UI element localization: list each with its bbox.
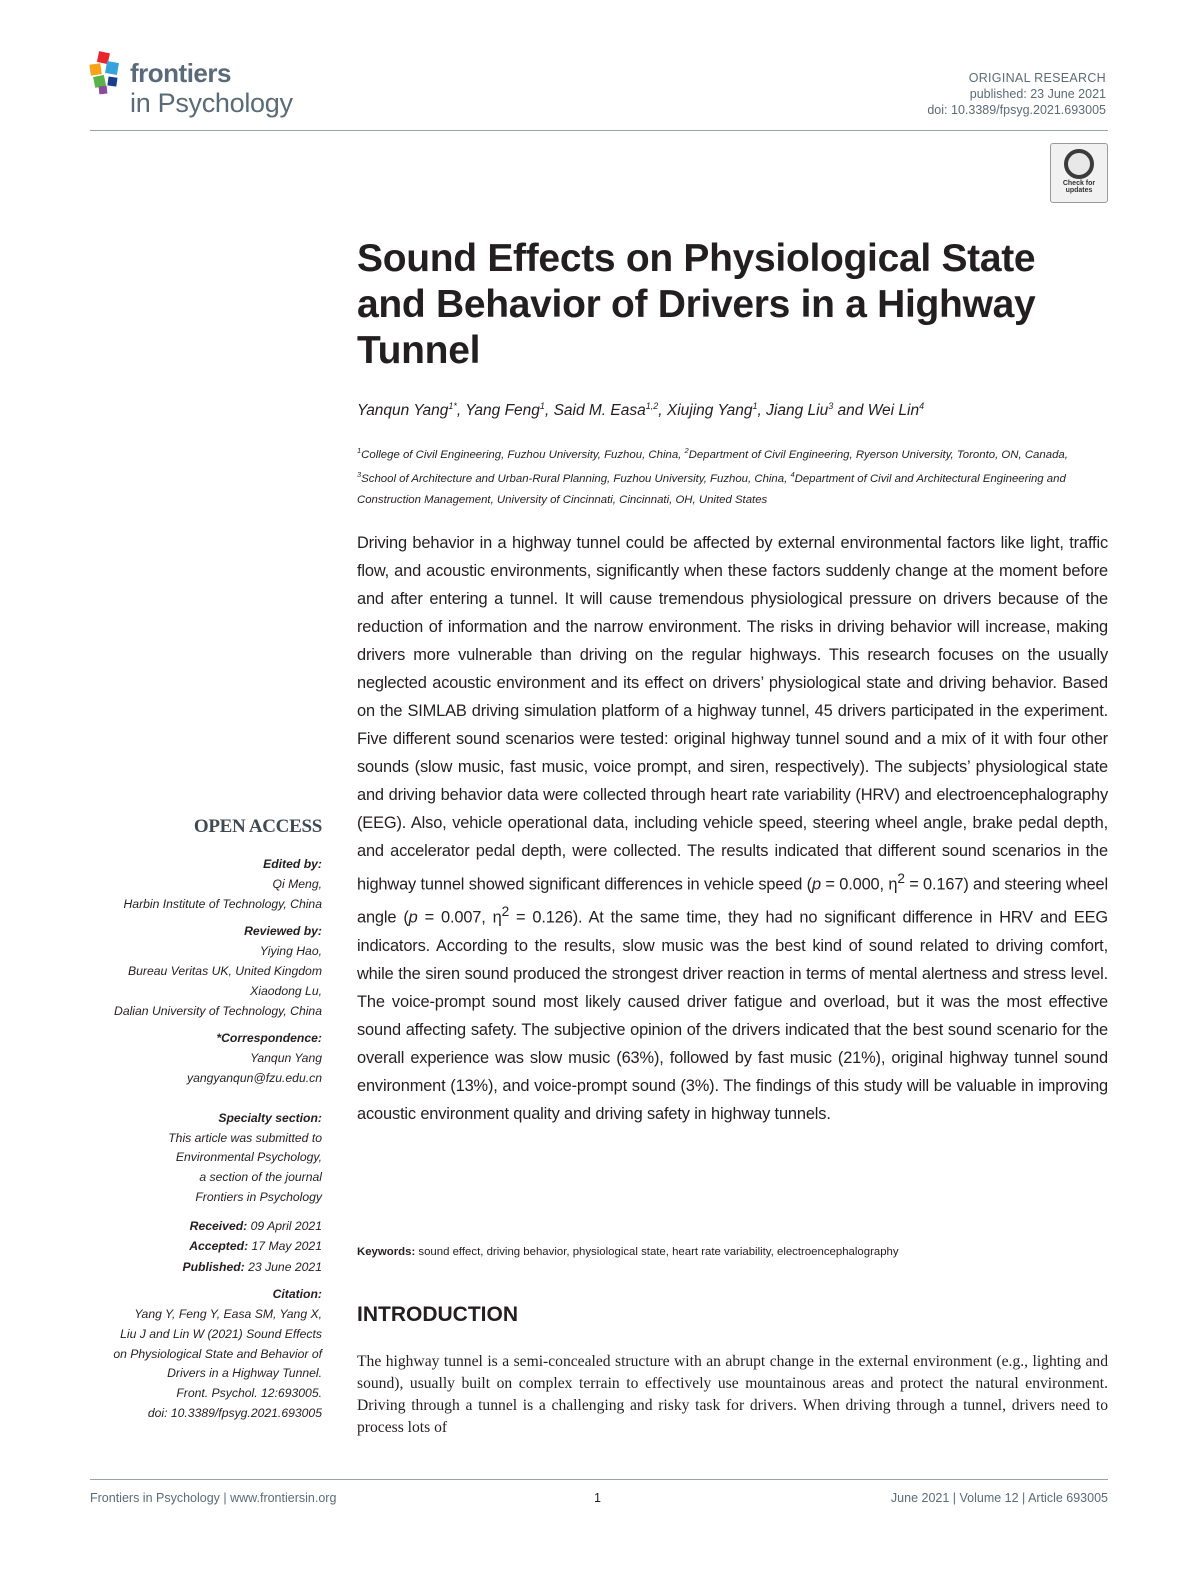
article-type: ORIGINAL RESEARCH (968, 71, 1106, 85)
keywords (357, 1246, 1117, 1258)
header-divider (90, 130, 1108, 131)
specialty-section: Specialty section: This article was submitted to Environmental Psychology, a section of the journal Frontiers in Psychology (168, 1110, 322, 1204)
reviewed-by-section: Reviewed by: Yiying Hao, Bureau Veritas UK, United Kingdom Xiaodong Lu, Dalian University of Technology, China (114, 924, 322, 1018)
author[interactable]: Wei Lin$^4$ (867, 401, 925, 420)
logo-frontiers-text: frontiers (130, 58, 231, 88)
logo-journal-name: in Psychology (130, 88, 293, 118)
footer-divider (90, 1479, 1108, 1480)
title-line: and Behavior of Drivers in a Highway (357, 283, 1036, 326)
author[interactable]: Yang Feng$^1$ (465, 401, 545, 420)
bookmark-icon (1064, 149, 1094, 179)
author[interactable]: Xiujing Yang$^1$ (666, 401, 758, 420)
author[interactable]: Said M. Easa$^{1,2}$ (553, 401, 659, 420)
affiliations: $^1$College of Civil Engineering, Fuzhou University, Fuzhou, China, $^2$Department of Civil Engineering, Ryerson University, Toronto, ON, Canada, $^3$School of Architecture and Urban-Rural Planning, Fuzhou University, Fuzhou, China, $^4$Department of Civil and Architectural Engineering and Construction Management, University of Cincinnati, Cincinnati, OH, United States (357, 446, 1068, 506)
affiliation: Department of Civil Engineering, Ryerson University, Toronto, ON, Canada, (688, 448, 1068, 461)
footer-journal-link[interactable]: Frontiers in Psychology | www.frontiersin.org (90, 1491, 337, 1505)
badge-line1: Check for (1062, 180, 1096, 187)
open-access-label: OPEN ACCESS (193, 816, 322, 837)
author[interactable]: Yanqun Yang$^{1*}$ (357, 401, 457, 420)
article-title (357, 236, 1117, 374)
badge-line2: updates (1065, 187, 1093, 194)
title-line: Tunnel (357, 329, 481, 372)
author-list: Yanqun Yang$^{1*}$, Yang Feng$^1$, Said M. Easa$^{1,2}$, Xiujing Yang$^1$, Jiang Liu$^3$ and Wei Lin$^4$ (357, 401, 925, 420)
doi-link[interactable]: doi: 10.3389/fpsyg.2021.693005 (927, 103, 1106, 117)
keywords-label: Keywords: (357, 1246, 416, 1258)
published-date: published: 23 June 2021 (969, 87, 1106, 101)
page-number: 1 (594, 1491, 601, 1505)
edited-by-section: Edited by: Qi Meng, Harbin Institute of Technology, China (123, 857, 322, 911)
correspondence-email[interactable]: yangyanqun@fzu.edu.cn (186, 1070, 322, 1085)
keywords-list: sound effect, driving behavior, physiological state, heart rate variability, electroencephalography (415, 1246, 899, 1258)
citation-doi[interactable]: doi: 10.3389/fpsyg.2021.693005 (147, 1406, 322, 1421)
check-for-updates-badge[interactable] (1050, 143, 1108, 203)
journal-logo (88, 50, 318, 122)
header-meta (927, 70, 1106, 118)
affiliation: Department of Civil and Architectural Engineering and Construction Management, University of Cincinnati, Cincinnati, OH, United States (357, 473, 1066, 506)
frontiers-logo-icon (88, 50, 132, 96)
section-heading-introduction: INTRODUCTION (357, 1303, 518, 1326)
article-dates: Received: 09 April 2021 Accepted: 17 May 2021 Published: 23 June 2021 (182, 1218, 322, 1274)
affiliation: College of Civil Engineering, Fuzhou University, Fuzhou, China, (361, 448, 685, 461)
author[interactable]: Jiang Liu$^3$ (766, 401, 834, 420)
article-info-sidebar (80, 816, 322, 1432)
affiliation: School of Architecture and Urban-Rural Planning, Fuzhou University, Fuzhou, China, (361, 473, 791, 486)
footer-issue-info: June 2021 | Volume 12 | Article 693005 (890, 1491, 1108, 1505)
citation-section: Citation: Yang Y, Feng Y, Easa SM, Yang X, Liu J and Lin W (2021) Sound Effects on Physiological State and Behavior of Drivers in a Highway Tunnel. Front. Psychol. 12:693005. doi: 10.3389/fpsyg.2021.693005 (80, 1285, 322, 1424)
abstract: Driving behavior in a highway tunnel could be affected by external environmental factors like light, traffic flow, and acoustic environments, significantly when these factors suddenly change at the moment before and after entering a tunnel. It will cause tremendous physiological pressure on drivers because of the reduction of information and the narrow environment. The risks in driving behavior will increase, making drivers more vulnerable than driving on the regular highways. This research focuses on the usually neglected acoustic environment and its effect on drivers’ physiological state and driving behavior. Based on the SIMLAB driving simulation platform of a highway tunnel, 45 drivers participated in the experiment. Five different sound scenarios were tested: original highway tunnel sound and a mix of it with four other sounds (slow music, fast music, voice prompt, and siren, respectively). The subjects’ physiological state and driving behavior data were collected through heart rate variability (HRV) and electroencephalography (EEG). Also, vehicle operational data, including vehicle speed, steering wheel angle, brake pedal depth, and accelerator pedal depth, were collected. The results indicated that different sound scenarios in the highway tunnel showed significant differences in vehicle speed (p = 0.000, $\eta^2 = 0.167$) and steering wheel angle (p = 0.007, $\eta^2 = 0.126$). At the same time, they had no significant difference in HRV and EEG indicators. According to the results, slow music was the best kind of sound related to driving comfort, while the siren sound produced the strongest driver reaction in terms of mental alertness and stress level. The voice-prompt sound most likely caused driver fatigue and overload, but it was the most effective sound affecting safety. The subjective opinion of the drivers indicated that the best sound scenario for the overall experience was slow music (63%), followed by fast music (21%), original highway tunnel sound environment (13%), and voice-prompt sound (3%). The findings of this study will be valuable in improving acoustic environment quality and driving safety in highway tunnels. (357, 534, 1108, 1123)
introduction-text: The highway tunnel is a semi-concealed structure with an abrupt change in the external environment (e.g., lighting and sound), usually built on complex terrain to effectively use mountainous areas and protect the natural environment. Driving through a tunnel is a challenging and risky task for drivers. When driving through a tunnel, drivers need to process lots of (357, 1353, 1108, 1436)
title-line: Sound Effects on Physiological State (357, 237, 1036, 280)
correspondence-section: *Correspondence: Yanqun Yang yangyanqun@fzu.edu.cn (80, 1029, 322, 1088)
